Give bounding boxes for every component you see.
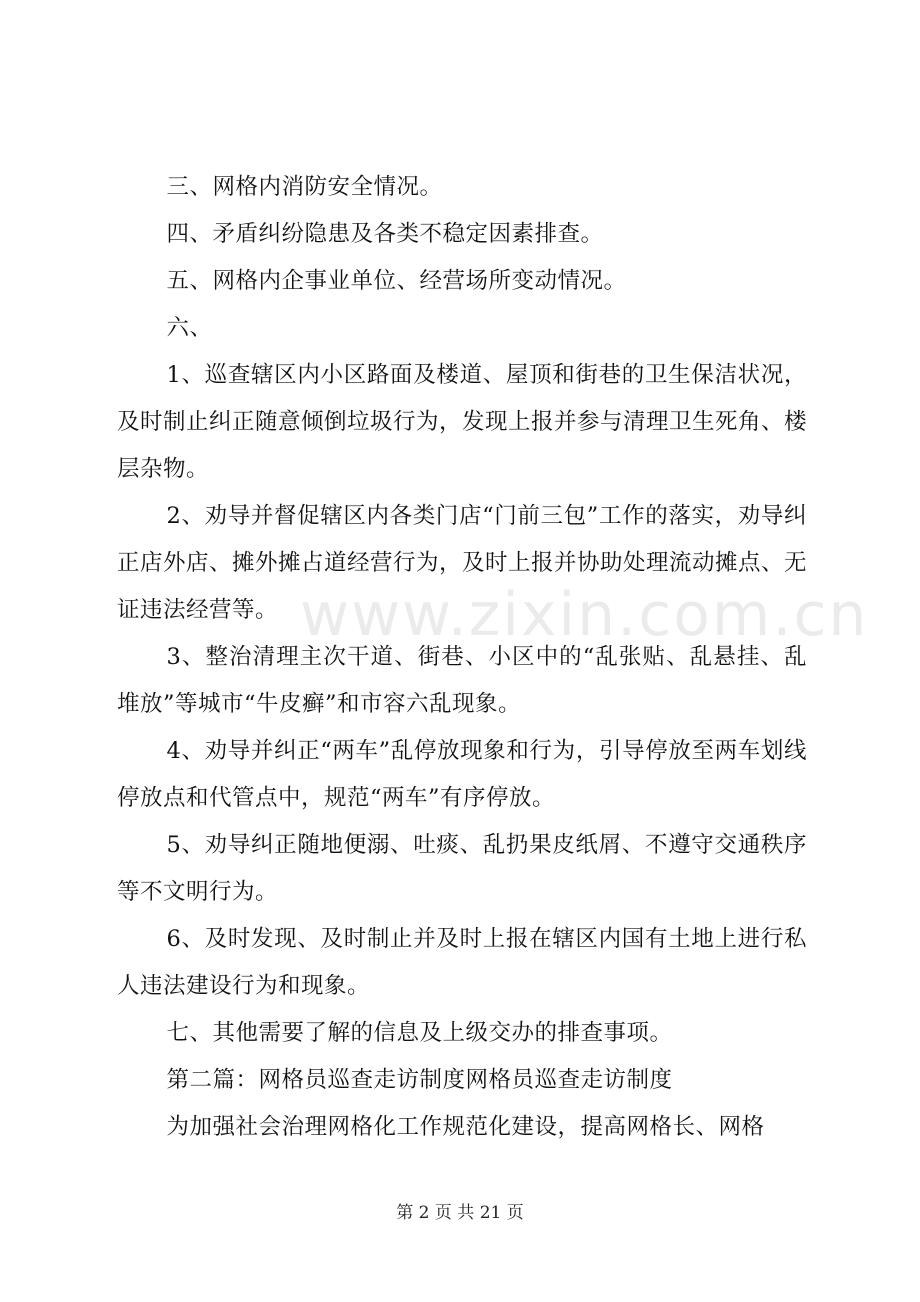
paragraph-intro: 为加强社会治理网格化工作规范化建设，提高网格长、网格 (166, 1114, 765, 1140)
paragraph-3: 三、网格内消防安全情况。 (166, 174, 443, 200)
paragraph-6-item-2: 2、劝导并督促辖区内各类门店“门前三包”工作的落实，劝导纠正店外店、摊外摊占道经营行为，及时上报并协助处理流动摊点、无证违法经营等。 (117, 503, 808, 623)
section-heading: 第二篇：网格员巡查走访制度网格员巡查走访制度 (166, 1067, 673, 1093)
document-body (117, 164, 807, 1151)
paragraph-6-item-6: 6、及时发现、及时制止并及时上报在辖区内国有土地上进行私人违法建设行为和现象。 (117, 926, 807, 999)
page-footer: 第 2 页 共 21 页 (396, 1203, 524, 1223)
watermark: www.zixin.com.cn (300, 580, 869, 650)
paragraph-6-heading: 六、 (166, 315, 213, 341)
paragraph-6-item-1: 1、巡查辖区内小区路面及楼道、屋顶和街巷的卫生保洁状况，及时制止纠正随意倾倒垃圾行为，发现上报并参与清理卫生死角、楼层杂物。 (117, 362, 808, 482)
paragraph-6-item-4: 4、劝导并纠正“两车”乱停放现象和行为，引导停放至两车划线停放点和代管点中，规范“两车”有序停放。 (117, 738, 807, 811)
paragraph-6-item-3: 3、整治清理主次干道、街巷、小区中的“乱张贴、乱悬挂、乱堆放”等城市“牛皮癣”和市容六乱现象。 (117, 644, 807, 717)
paragraph-4: 四、矛盾纠纷隐患及各类不稳定因素排查。 (166, 221, 604, 247)
paragraph-6-item-5: 5、劝导纠正随地便溺、吐痰、乱扔果皮纸屑、不遵守交通秩序等不文明行为。 (117, 832, 807, 905)
paragraph-5: 五、网格内企事业单位、经营场所变动情况。 (166, 268, 627, 294)
paragraph-7: 七、其他需要了解的信息及上级交办的排查事项。 (166, 1020, 673, 1046)
